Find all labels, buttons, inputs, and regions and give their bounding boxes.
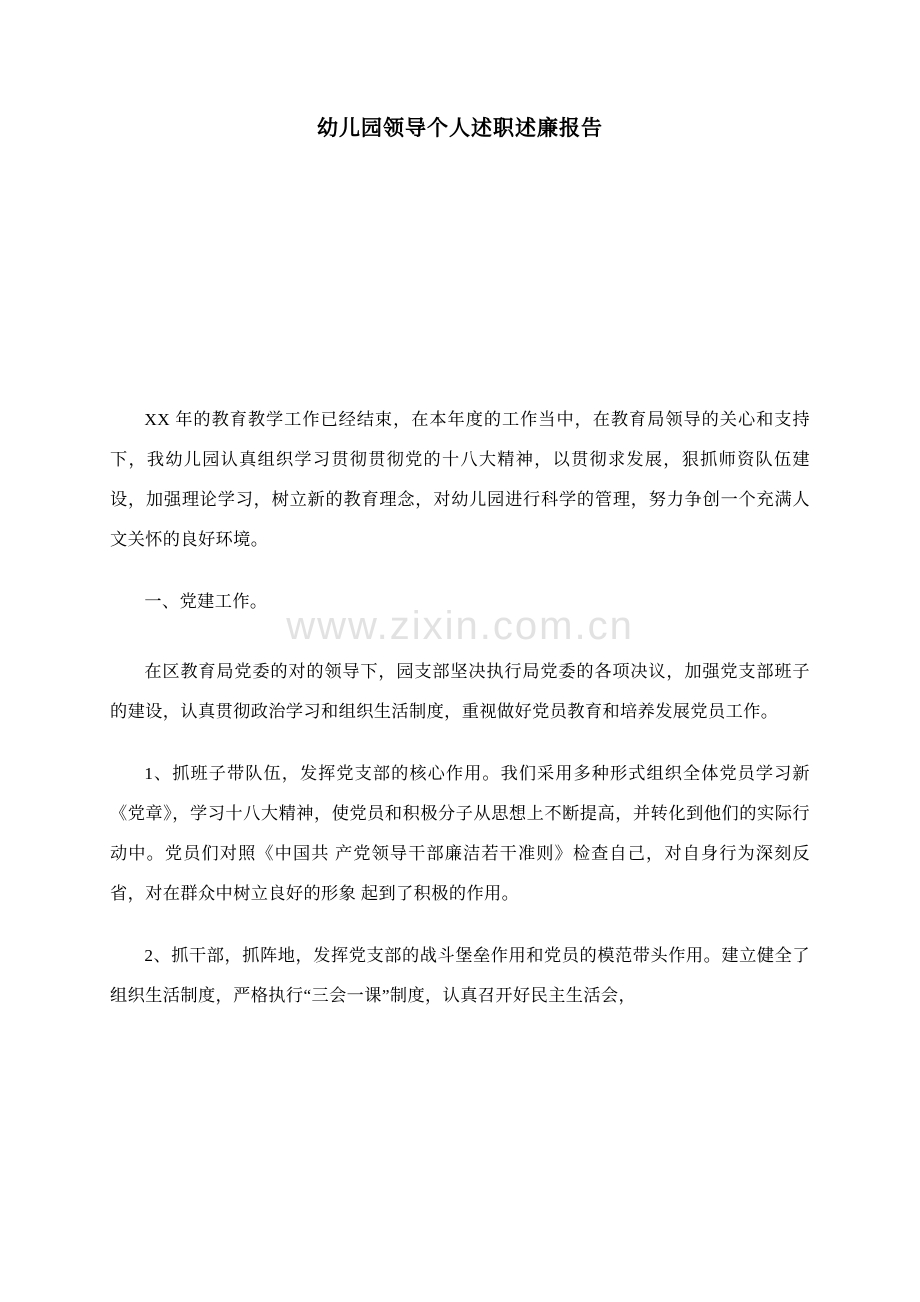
page-title: 幼儿园领导个人述职述廉报告	[317, 117, 603, 140]
paragraph-intro: XX 年的教育教学工作已经结束，在本年度的工作当中，在教育局领导的关心和支持下，我幼儿园认真组织学习贯彻贯彻党的十八大精神，以贯彻求发展，狠抓师资队伍建设，加强理论学习，树立新的教育理念，对幼儿园进行科学的管理，努力争创一个充满人文关怀的良好环境。	[110, 410, 810, 549]
paragraph-item-1: 1、抓班子带队伍，发挥党支部的核心作用。我们采用多种形式组织全体党员学习新《党章》，学习十八大精神，使党员和积极分子从思想上不断提高，并转化到他们的实际行动中。党员们对照《中国共 产党领导干部廉洁若干准则》检查自己，对自身行为深刻反省，对在群众中树立良好的形象 起到了积极的作用。	[110, 764, 810, 903]
section-heading-party-building: 一、党建工作。	[144, 592, 268, 611]
paragraph-section-1-body: 在区教育局党委的对的领导下，园支部坚决执行局党委的各项决议，加强党支部班子的建设，认真贯彻政治学习和组织生活制度，重视做好党员教育和培养发展党员工作。	[110, 662, 810, 721]
document-body	[110, 400, 810, 1038]
paragraph-item-2: 2、抓干部，抓阵地，发挥党支部的战斗堡垒作用和党员的模范带头作用。建立健全了组织生活制度，严格执行“三会一课”制度，认真召开好民主生活会，	[110, 946, 810, 1005]
watermark-text: www.zixin.com.cn	[286, 604, 634, 648]
